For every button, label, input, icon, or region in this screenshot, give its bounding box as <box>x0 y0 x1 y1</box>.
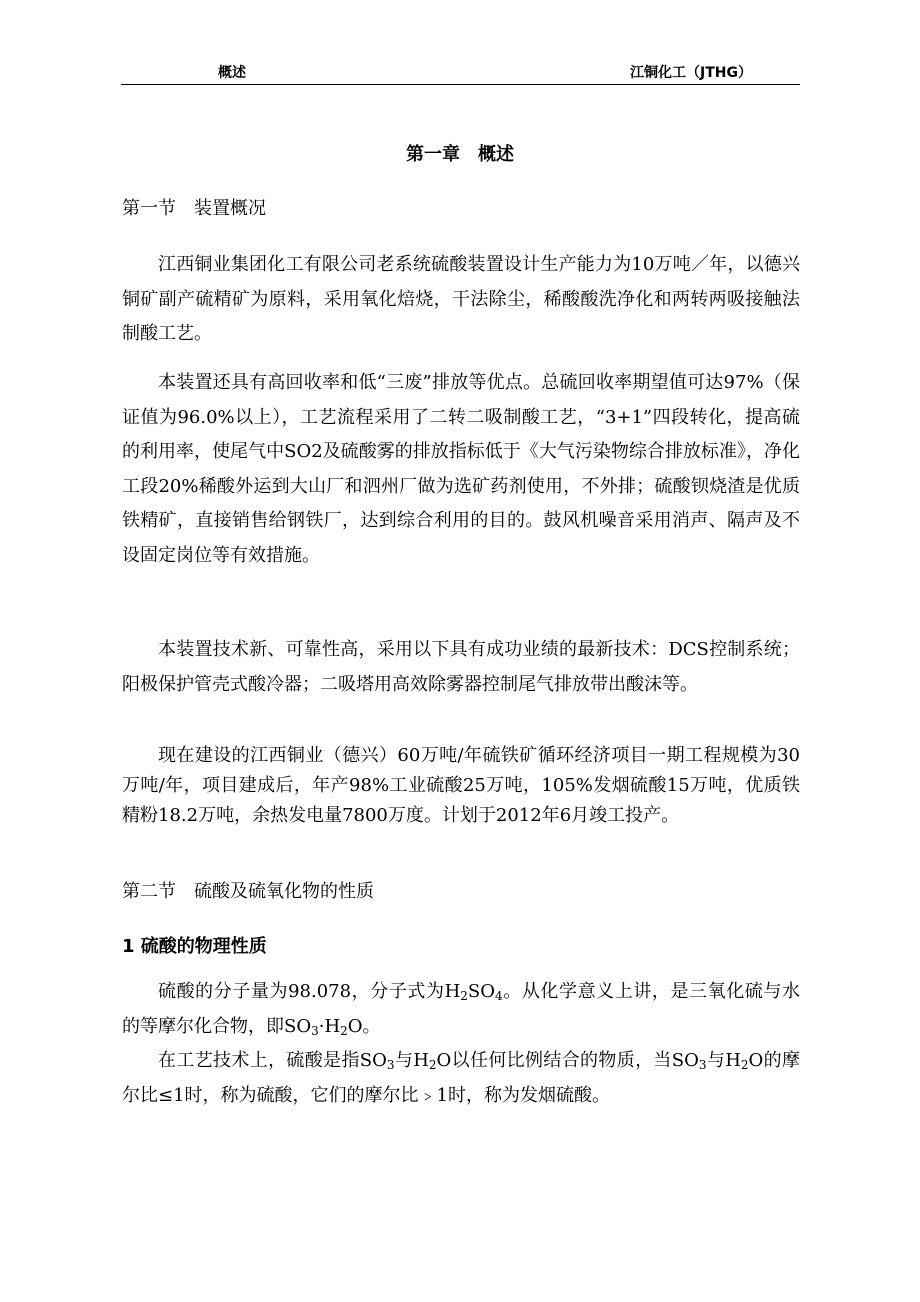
section-title-1: 第一节 装置概况 <box>122 198 266 219</box>
paragraph-technology: 本装置技术新、可靠性高，采用以下具有成功业绩的最新技术：DCS控制系统；阳极保护管壳式酸冷器；二吸塔用高效除雾器控制尾气排放带出酸沫等。 <box>122 639 800 695</box>
paragraph-advantages: 本装置还具有高回收率和低“三废”排放等优点。总硫回收率期望值可达97%（保证值为96.0%以上），工艺流程采用了二转二吸制酸工艺，“3+1”四段转化，提高硫的利用率，使尾气中SO2及硫酸雾的排放指标低于《大气污染物综合排放标准》，净化工段20%稀酸外运到大山厂和泗州厂做为选矿药剂使用，不外排；硫酸钡烧渣是优质铁精矿，直接销售给钢铁厂，达到综合利用的目的。鼓风机噪音采用消声、隔声及不设固定岗位等有效措施。 <box>122 372 800 566</box>
header-section-title: 概述 <box>218 65 246 81</box>
subsection-title-physical-properties: 1 硫酸的物理性质 <box>122 936 267 957</box>
paragraph-definition: 在工艺技术上，硫酸是指$SO_3$与$H_2O$以任何比例结合的物质，当$SO_3$与$H_2O$的摩尔比≤1时，称为硫酸，它们的摩尔比﹥1时，称为发烟硫酸。 <box>122 1050 800 1106</box>
paragraph-molecular-formula: 硫酸的分子量为98.078，分子式为$H_2SO_4$。从化学意义上讲，是三氧化硫与水的等摩尔化合物，即$SO_3\cdot H_2O$。 <box>122 981 800 1038</box>
header-company-name: 江铜化工（JTHG） <box>630 65 752 81</box>
paragraph-new-project: 现在建设的江西铜业（德兴）60万吨/年硫铁矿循环经济项目一期工程规模为30万吨/年，项目建成后，年产98%工业硫酸25万吨，105%发烟硫酸15万吨，优质铁精粉18.2万吨，余热发电量7800万度。计划于2012年6月竣工投产。 <box>122 745 800 826</box>
paragraph-overview: 江西铜业集团化工有限公司老系统硫酸装置设计生产能力为10万吨／年，以德兴铜矿副产硫精矿为原料，采用氧化焙烧，干法除尘，稀酸酸洗净化和两转两吸接触法制酸工艺。 <box>122 254 800 344</box>
page-header <box>121 58 800 85</box>
chapter-title: 第一章 概述 <box>406 144 514 165</box>
section-title-2: 第二节 硫酸及硫氧化物的性质 <box>122 881 374 902</box>
